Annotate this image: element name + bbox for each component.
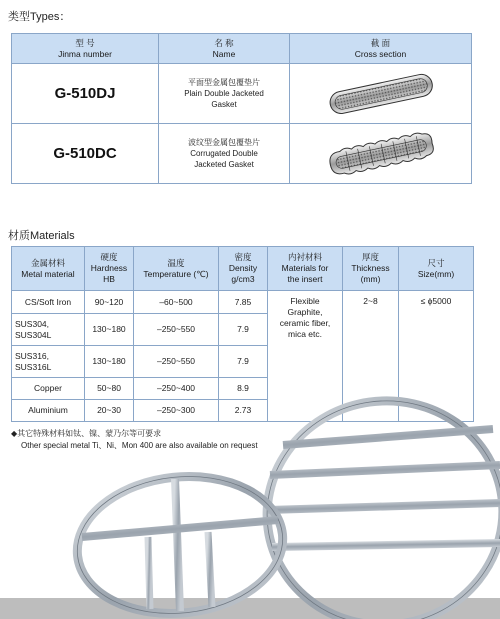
metal-line: SUS316L [15, 361, 52, 372]
density-cell: 7.9 [219, 346, 268, 378]
size-cell: ≤ ϕ5000 [399, 291, 474, 422]
metal-line: SUS316, [15, 350, 50, 361]
model-header-cn: 型 号 [75, 37, 95, 48]
table-row [12, 291, 474, 314]
header-cn: 硬度 [100, 252, 118, 262]
gasket-photos [0, 385, 500, 619]
materials-heading: 材质Materials [8, 230, 75, 242]
gasket-name-cn: 平面型金属包覆垫片 [188, 78, 260, 87]
name-header [159, 34, 290, 64]
temperature-cell: –60~500 [134, 291, 219, 314]
cross-section-header [290, 34, 472, 64]
density-cell: 2.73 [219, 400, 268, 422]
header-en: Temperature (℃) [143, 268, 209, 279]
insert-line: ceramic fiber, [279, 318, 331, 328]
header-cn: 内衬材料 [287, 252, 322, 262]
header-cn: 厚度 [361, 252, 379, 262]
special-metal-note-en: Other special metal Ti、Ni、Mon 400 are also available on request [21, 441, 258, 450]
temperature-header [134, 247, 219, 291]
thickness-cell: 2~8 [343, 291, 399, 422]
density-cell: 7.9 [219, 314, 268, 346]
temperature-cell: –250~300 [134, 400, 219, 422]
header-cn: 密度 [234, 252, 252, 262]
header-en2: (mm) [360, 274, 381, 284]
header-en: Materials for [281, 263, 329, 273]
gasket-name-en1: Plain Double Jacketed [184, 89, 264, 98]
metal-material-header [12, 247, 85, 291]
special-metal-note-cn: ◆其它特殊材料如钛、镍、蒙乃尔等可要求 [11, 429, 162, 438]
metal-cell: Aluminium [12, 400, 85, 422]
model-code: G-510DJ [12, 64, 159, 124]
insert-header [268, 247, 343, 291]
header-en: Density [228, 263, 258, 273]
model-header-en: Jinma number [58, 48, 112, 59]
header-cn: 温度 [167, 257, 185, 268]
header-en2: HB [103, 274, 115, 284]
temperature-cell: –250~550 [134, 346, 219, 378]
header-en2: g/cm3 [231, 274, 255, 284]
table-row [12, 124, 472, 184]
hardness-cell: 130~180 [85, 346, 134, 378]
name-header-cn: 名 称 [214, 37, 234, 48]
gasket-name-en2: Jacketed Gasket [194, 160, 254, 169]
hardness-header [85, 247, 134, 291]
metal-cell [12, 314, 85, 346]
cross-section-corrugated [290, 124, 472, 184]
corrugated-jacketed-cross-section-image [321, 131, 441, 175]
types-heading: 类型Types： [8, 11, 71, 23]
types-table [11, 33, 472, 184]
left-gasket-image [70, 467, 289, 619]
temperature-cell: –250~400 [134, 378, 219, 400]
table-row [12, 64, 472, 124]
model-code: G-510DC [12, 124, 159, 184]
hardness-cell: 20~30 [85, 400, 134, 422]
density-cell: 7.85 [219, 291, 268, 314]
header-cn: 尺寸 [427, 257, 445, 268]
metal-cell [12, 346, 85, 378]
gasket-name [159, 124, 290, 184]
metal-line: SUS304L [15, 329, 52, 340]
cross-header-en: Cross section [354, 48, 407, 59]
hardness-cell: 50~80 [85, 378, 134, 400]
gasket-name-cn: 波纹型金属包覆垫片 [188, 138, 260, 147]
header-en: Metal material [21, 268, 75, 279]
insert-line: Graphite, [287, 307, 323, 317]
cross-section-plain [290, 64, 472, 124]
header-en: Hardness [90, 263, 128, 273]
density-cell: 8.9 [219, 378, 268, 400]
insert-line: Flexible [290, 296, 320, 306]
temperature-cell: –250~550 [134, 314, 219, 346]
gasket-name [159, 64, 290, 124]
plain-jacketed-cross-section-image [321, 71, 441, 115]
insert-line: mica etc. [287, 329, 322, 339]
hardness-cell: 130~180 [85, 314, 134, 346]
density-header [219, 247, 268, 291]
metal-line: SUS304, [15, 318, 50, 329]
header-en: Size(mm) [417, 268, 455, 279]
metal-cell: CS/Soft Iron [12, 291, 85, 314]
model-header [12, 34, 159, 64]
gasket-name-en2: Gasket [211, 100, 237, 109]
header-en: Thickness [351, 263, 390, 273]
right-gasket-image [253, 386, 500, 619]
header-cn: 金属材料 [30, 257, 65, 268]
name-header-en: Name [212, 48, 236, 59]
cross-header-cn: 截 面 [370, 37, 391, 48]
header-en2: the insert [287, 274, 323, 284]
thickness-header [343, 247, 399, 291]
hardness-cell: 90~120 [85, 291, 134, 314]
metal-cell: Copper [12, 378, 85, 400]
gasket-name-en1: Corrugated Double [190, 149, 258, 158]
size-header [399, 247, 474, 291]
